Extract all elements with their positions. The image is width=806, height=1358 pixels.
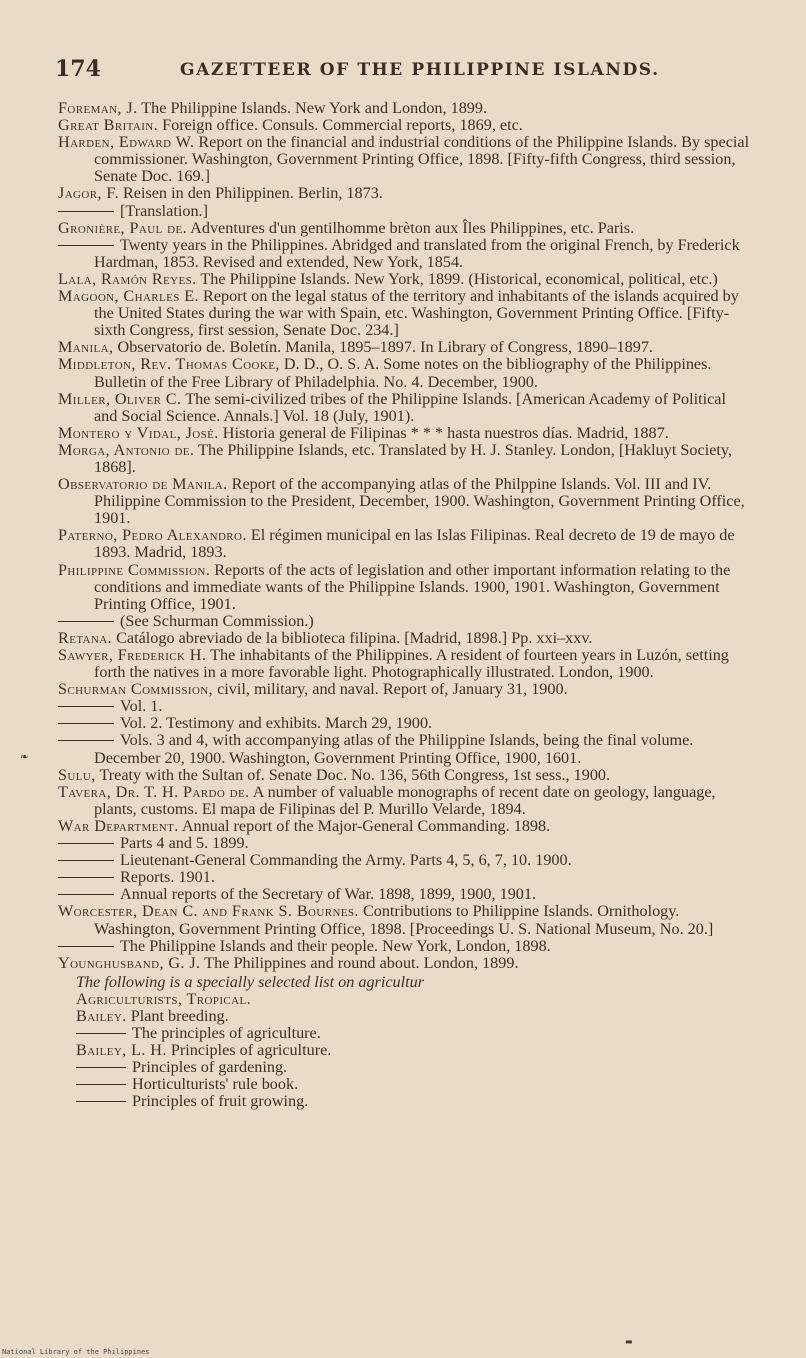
bibliography-entry xyxy=(58,117,753,134)
entry-author: Younghusband, G. J. xyxy=(58,953,201,972)
bibliography-entry xyxy=(58,613,753,630)
entry-author: Lala, Ramón Reyes. xyxy=(58,269,197,288)
bibliography-entry xyxy=(58,220,753,237)
entry-author: Morga, Antonio de. xyxy=(58,440,195,459)
entry-text: Principles of gardening. xyxy=(132,1058,288,1077)
entry-text: Observatorio de. Boletín. Manila, 1895–1897. In Library of Congress, 1890–1897. xyxy=(117,338,653,357)
running-title: GAZETTEER OF THE PHILIPPINE ISLANDS. xyxy=(180,60,660,80)
bibliography-entry xyxy=(58,630,753,647)
margin-mark: ❧ xyxy=(20,752,29,763)
ditto-dash xyxy=(58,245,114,246)
ditto-dash xyxy=(76,1067,126,1068)
agriculture-list xyxy=(58,1008,753,1111)
bibliography-entry xyxy=(58,527,753,561)
entry-author: Montero y Vidal, José. xyxy=(58,423,219,442)
bibliography-entry xyxy=(58,818,753,835)
entry-text: Reports. 1901. xyxy=(120,868,215,887)
entry-text: civil, military, and naval. Report of, January 31, 1900. xyxy=(217,680,568,699)
bibliography-entry xyxy=(58,134,753,185)
entry-author: Magoon, Charles E. xyxy=(58,287,199,306)
bibliography-entry xyxy=(58,647,753,681)
entry-text: Twenty years in the Philippines. Abridged and translated from the original French, by Frederick Hardman, 1853. Revised and extended, New York, 1854. xyxy=(94,235,740,271)
bibliography-entry xyxy=(58,732,753,766)
entry-text: Principles of fruit growing. xyxy=(132,1092,309,1111)
bibliography-entry xyxy=(58,852,753,869)
agriculture-entry xyxy=(58,1076,753,1093)
entry-text: Vols. 3 and 4, with accompanying atlas of the Philippine Islands, being the final volume. December 20, 1900. Washington, Government Printing Office, 1900, 1601. xyxy=(94,731,694,767)
bibliography-entry xyxy=(58,767,753,784)
ditto-dash xyxy=(58,843,114,844)
entry-text: Adventures d'un gentilhomme brèton aux Îles Philippines, etc. Paris. xyxy=(190,218,635,237)
entry-author: Sulu, xyxy=(58,765,96,784)
entry-text: The Philippine Islands. New York and London, 1899. xyxy=(141,99,488,117)
ditto-dash xyxy=(76,1084,126,1085)
entry-author: Philippine Commission. xyxy=(58,560,211,579)
entry-text: Reports of the acts of legislation and other important information relating to the conditions and immediate wants of the Philippine Islands. 1900, 1901. Washington, Government Printing Office, 1901. xyxy=(94,560,731,613)
bibliography-entry xyxy=(58,425,753,442)
entry-text: El régimen municipal en las Islas Filipinas. Real decreto de 19 de mayo de 1893. Madrid, 1893. xyxy=(94,526,735,562)
entry-text: Treaty with the Sultan of. Senate Doc. No. 136, 56th Congress, 1st sess., 1900. xyxy=(99,765,611,784)
bibliography-entry xyxy=(58,715,753,732)
agriculture-entry xyxy=(58,1025,753,1042)
entry-text: The semi-civilized tribes of the Philippine Islands. [American Academy of Political and Social Science. Annals.] Vol. 18 (July, 1901). xyxy=(94,389,726,425)
agriculture-entry xyxy=(58,1093,753,1110)
entry-author: Jagor, F. xyxy=(58,184,119,203)
ditto-dash xyxy=(58,740,114,741)
entry-text: Parts 4 and 5. 1899. xyxy=(120,834,249,853)
entry-text: Plant breeding. xyxy=(130,1006,229,1025)
entry-author: Schurman Commission, xyxy=(58,680,214,699)
entry-text: Catálogo abreviado de la biblioteca filipina. [Madrid, 1898.] Pp. xxi–xxv. xyxy=(116,628,593,647)
bibliography-entry xyxy=(58,681,753,698)
bibliography-entry xyxy=(58,835,753,852)
agriculture-entry xyxy=(58,1008,753,1025)
ditto-dash xyxy=(58,946,114,947)
entry-text: The Philippine Islands. New York, 1899. (Historical, economical, political, etc.) xyxy=(200,269,718,288)
entry-author: Gronière, Paul de. xyxy=(58,218,188,237)
entry-text: Report on the financial and industrial conditions of the Philippine Islands. By special commissioner. Washington, Government Printing Office, 1898. [Fifty-fifth Congress, third session, Senate Doc. 169.] xyxy=(94,133,750,186)
entry-author: Sawyer, Frederick H. xyxy=(58,646,207,664)
entry-text: Annual reports of the Secretary of War. 1898, 1899, 1900, 1901. xyxy=(120,885,537,904)
entry-author: Retana. xyxy=(58,628,113,647)
bibliography-entry xyxy=(58,938,753,955)
bibliography-entry xyxy=(58,698,753,715)
entry-author: Foreman, J. xyxy=(58,99,138,117)
bibliography-entry xyxy=(58,237,753,271)
page-number: 174 xyxy=(55,56,101,82)
entry-text: Contributions to Philippine Islands. Ornithology. Washington, Government Printing Office, 1898. [Proceedings U. S. National Museum, No. 20.] xyxy=(94,902,714,938)
page-header xyxy=(55,56,755,84)
entry-text: The Philippine Islands and their people. New York, London, 1898. xyxy=(120,936,551,955)
bibliography-entry xyxy=(58,562,753,613)
entry-text: Foreign office. Consuls. Commercial reports, 1869, etc. xyxy=(162,116,523,135)
bibliography-entry xyxy=(58,955,753,972)
entry-text: D. D., O. S. A. Some notes on the bibliography of the Philippines. Bulletin of the Free Library of Philadelphia. No. 4. December, 1900. xyxy=(94,355,712,391)
agriculture-entry xyxy=(58,1059,753,1076)
bibliography-entry xyxy=(58,784,753,818)
entry-author: Harden, Edward W. xyxy=(58,133,195,152)
entry-text: Lieutenant-General Commanding the Army. Parts 4, 5, 6, 7, 10. 1900. xyxy=(120,851,572,870)
entry-text: Report on the legal status of the territory and inhabitants of the islands acquired by the United States during the war with Spain, etc. Washington, Government Printing Office. [Fifty-sixth Congress, first session, Senate Doc. 234.] xyxy=(94,287,739,340)
entry-text: A number of valuable monographs of recent date on geology, language, plants, customs. El mapa de Filipinas del P. Murillo Velarde, 1894. xyxy=(94,782,716,818)
entry-author: Manila, xyxy=(58,338,114,357)
bibliography-entry xyxy=(58,476,753,527)
entry-text: Annual report of the Major-General Commanding. 1898. xyxy=(181,816,551,835)
entry-text: Vol. 1. xyxy=(120,697,163,716)
bibliography-entry xyxy=(58,100,753,117)
entry-text: Report of the accompanying atlas of the Philppine Islands. Vol. III and IV. Philippine Commission to the President, December, 1900. Washington, Government Printing Office, 1901. xyxy=(94,475,745,528)
entry-text: The inhabitants of the Philippines. A resident of fourteen years in Luzón, setting forth the natives in a more favorable light. Photographically illustrated. London, 1900. xyxy=(94,646,729,682)
entry-text: [Translation.] xyxy=(120,201,208,220)
entry-text: The Philippine Islands, etc. Translated by H. J. Stanley. London, [Hakluyt Society, 1868]. xyxy=(94,440,732,476)
entry-author: Middleton, Rev. Thomas Cooke, xyxy=(58,355,280,374)
entry-author: Bailey, L. H. xyxy=(76,1041,167,1060)
entry-text: (See Schurman Commission.) xyxy=(120,611,314,630)
agriculture-heading: Agriculturists, Tropical. xyxy=(76,989,252,1008)
entry-text: Vol. 2. Testimony and exhibits. March 29, 1900. xyxy=(120,714,433,733)
entry-author: War Department. xyxy=(58,816,179,835)
entry-text: The principles of agriculture. xyxy=(132,1024,321,1043)
ditto-dash xyxy=(58,211,114,212)
bibliography-entry xyxy=(58,339,753,356)
ditto-dash xyxy=(58,706,114,707)
bibliography-list xyxy=(58,100,753,1111)
bibliography-entry xyxy=(58,271,753,288)
entry-text: Reisen in den Philippinen. Berlin, 1873. xyxy=(122,184,383,203)
ink-spot: ▬ xyxy=(625,1337,633,1346)
bibliography-entry xyxy=(58,185,753,202)
ditto-dash xyxy=(58,894,114,895)
agriculture-intro: The following is a specially selected list on agricultur xyxy=(76,972,424,991)
bibliography-entry xyxy=(58,903,753,937)
entry-author: Great Britain. xyxy=(58,116,159,135)
agriculture-entry xyxy=(58,1042,753,1059)
ditto-dash xyxy=(58,621,114,622)
ditto-dash xyxy=(76,1033,126,1034)
ditto-dash xyxy=(58,723,114,724)
bibliography-entry xyxy=(58,391,753,425)
ditto-dash xyxy=(58,860,114,861)
bibliography-entry xyxy=(58,288,753,339)
ditto-dash xyxy=(76,1101,126,1102)
entry-list xyxy=(58,100,753,972)
ditto-dash xyxy=(58,877,114,878)
entry-text: Horticulturists' rule book. xyxy=(132,1075,299,1094)
entry-author: Bailey. xyxy=(76,1006,127,1025)
entry-author: Observatorio de Manila. xyxy=(58,475,228,494)
entry-author: Paterno, Pedro Alexandro. xyxy=(58,526,247,545)
entry-author: Miller, Oliver C. xyxy=(58,389,182,408)
entry-author: Tavera, Dr. T. H. Pardo de. xyxy=(58,782,250,801)
bibliography-entry xyxy=(58,869,753,886)
bibliography-entry xyxy=(58,886,753,903)
footer-credit: National Library of the Philippines xyxy=(2,1348,150,1356)
bibliography-entry xyxy=(58,203,753,220)
entry-text: Historia general de Filipinas * * * hasta nuestros días. Madrid, 1887. xyxy=(222,423,669,442)
bibliography-entry xyxy=(58,442,753,476)
bibliography-entry xyxy=(58,356,753,390)
entry-text: Principles of agriculture. xyxy=(170,1041,332,1060)
entry-author: Worcester, Dean C. and Frank S. Bournes. xyxy=(58,902,359,921)
entry-text: The Philippines and round about. London, 1899. xyxy=(204,953,519,972)
